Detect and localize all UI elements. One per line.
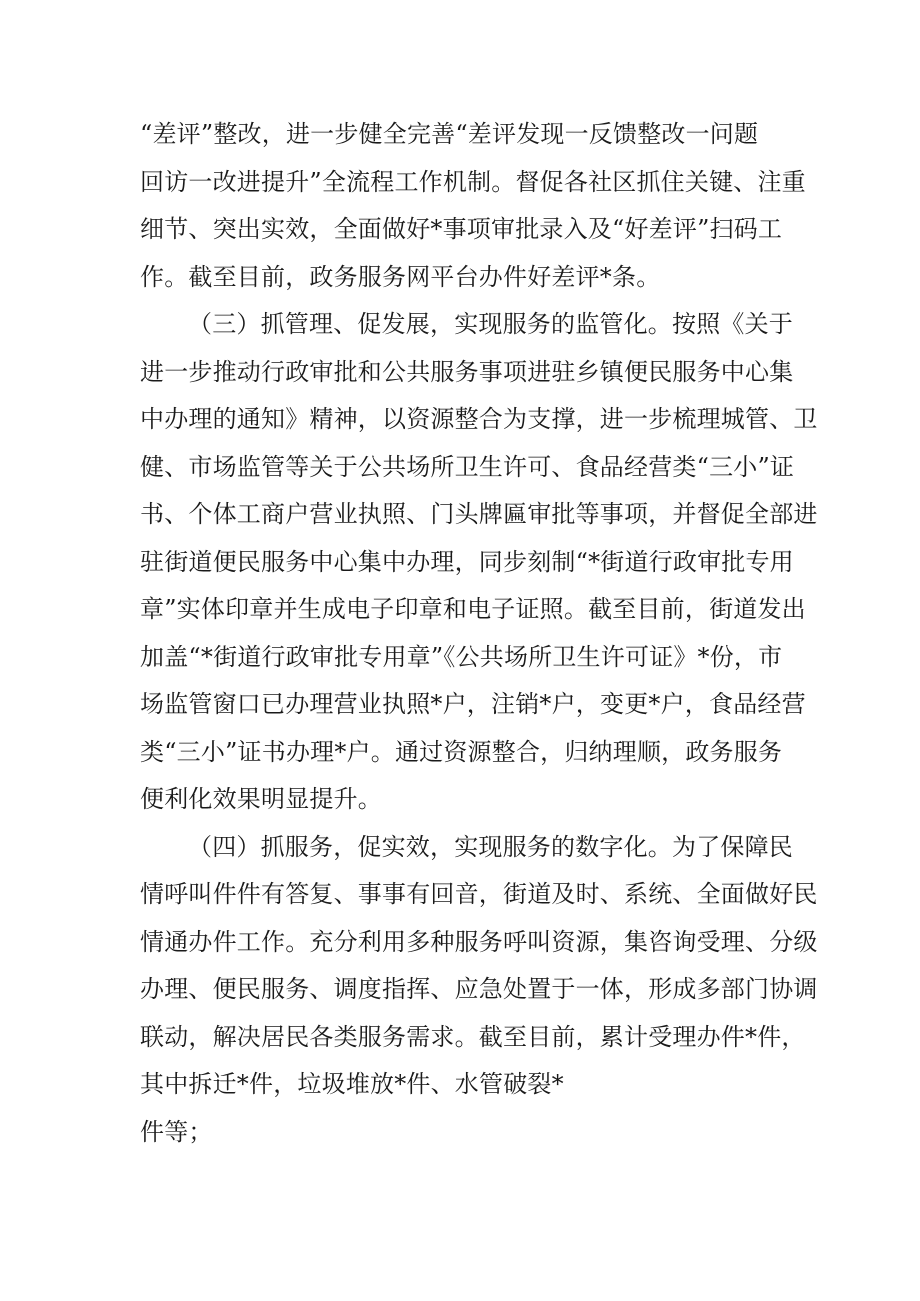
text-line: 中办理的通知》精神，以资源整合为支撑，进一步梳理城管、卫: [140, 405, 818, 433]
text-line: 进一步推动行政审批和公共服务事项进驻乡镇便民服务中心集: [140, 357, 794, 386]
text-line: 书、个体工商户营业执照、门头牌匾审批等事项，并督促全部进: [140, 500, 818, 528]
text-line: 加盖“*街道行政审批专用章”《公共场所卫生许可证》*份，市: [140, 642, 783, 671]
text-line: 情通办件工作。充分利用多种服务呼叫资源，集咨询受理、分级: [140, 927, 818, 956]
text-line: 件等；: [140, 1117, 213, 1146]
text-line: 便利化效果明显提升。: [140, 785, 382, 813]
text-line: 类“三小”证书办理*户。通过资源整合，归纳理顺，政务服务: [140, 737, 783, 766]
text-line: “差评”整改，进一步健全完善“差评发现一反馈整改一问题: [140, 120, 759, 148]
text-line: 作。截至目前，政务服务网平台办件好差评*条。: [140, 262, 661, 291]
text-line: 办理、便民服务、调度指挥、应急处置于一体，形成多部门协调: [140, 975, 818, 1003]
text-line: 情呼叫件件有答复、事事有回音，街道及时、系统、全面做好民: [140, 880, 818, 908]
text-line: 细节、突出实效，全面做好*事项审批录入及“好差评”扫码工: [140, 215, 783, 243]
text-line: 场监管窗口已办理营业执照*户，注销*户，变更*户，食品经营: [140, 690, 806, 718]
paragraph-heading-four: （四）抓服务，促实效，实现服务的数字化。为了保障民: [188, 832, 793, 861]
document-body: [140, 111, 818, 1156]
text-line: 联动，解决居民各类服务需求。截至目前，累计受理办件*件，: [140, 1022, 806, 1051]
text-line: 回访一改进提升”全流程工作机制。督促各社区抓住关键、注重: [140, 167, 806, 196]
text-line: 章”实体印章并生成电子印章和电子证照。截至目前，街道发出: [140, 595, 806, 623]
paragraph-heading-three: （三）抓管理、促发展，实现服务的监管化。按照《关于: [188, 310, 793, 338]
text-line: 健、市场监管等关于公共场所卫生许可、食品经营类“三小”证: [140, 452, 795, 481]
text-line: 驻街道便民服务中心集中办理，同步刻制“*街道行政审批专用: [140, 547, 794, 576]
text-line: 其中拆迁*件，垃圾堆放*件、水管破裂*: [140, 1070, 564, 1098]
